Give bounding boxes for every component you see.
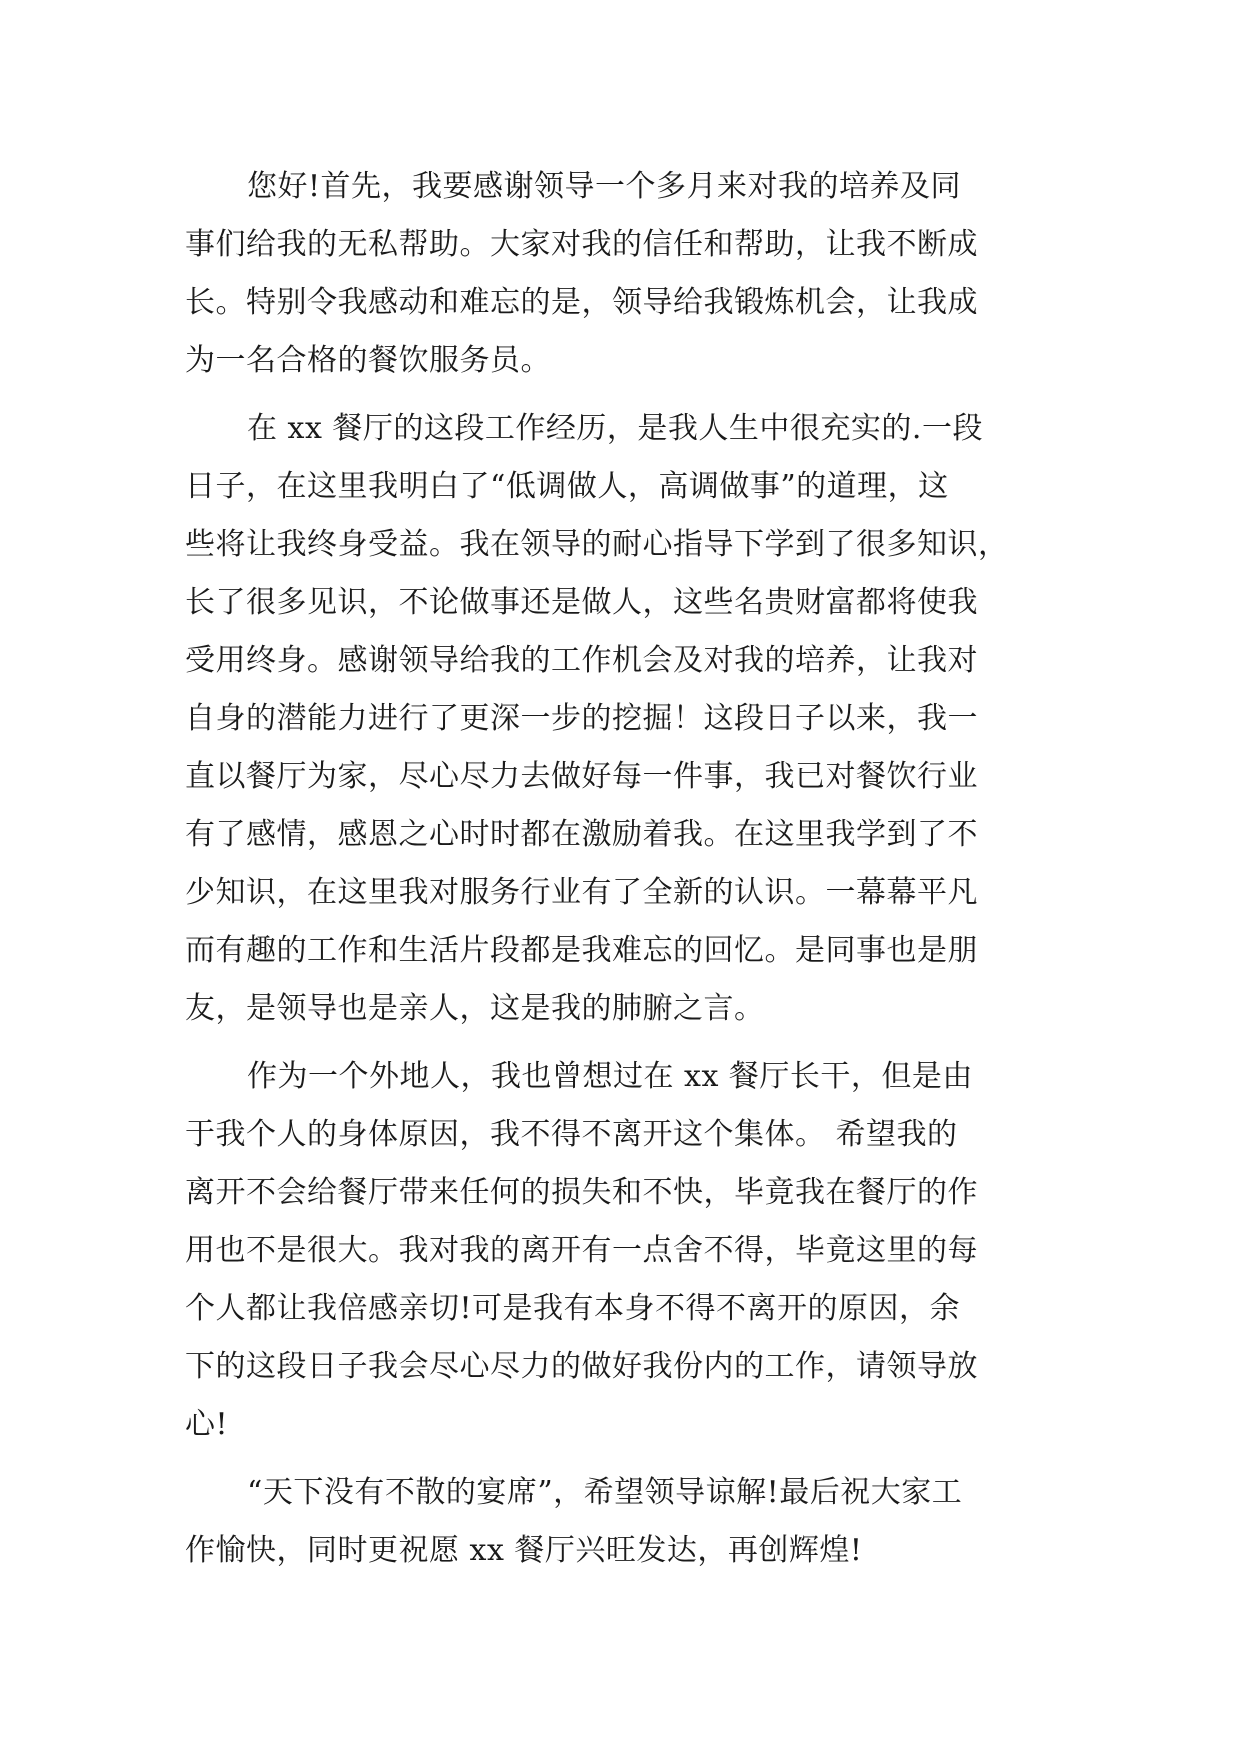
text-line: 离开不会给餐厅带来任何的损失和不快，毕竟我在餐厅的作 [185, 1175, 978, 1210]
text-line: 作愉快，同时更祝愿 xx 餐厅兴旺发达，再创辉煌! [185, 1533, 863, 1568]
text-line: 而有趣的工作和生活片段都是我难忘的回忆。是同事也是朋 [185, 933, 978, 968]
text-line: 长。特别令我感动和难忘的是，领导给我锻炼机会，让我成 [185, 285, 978, 320]
text-line: 下的这段日子我会尽心尽力的做好我份内的工作，请领导放 [185, 1349, 978, 1384]
text-line: 友，是领导也是亲人，这是我的肺腑之言。 [185, 991, 765, 1026]
text-line: 有了感情，感恩之心时时都在激励着我。在这里我学到了不 [185, 817, 978, 852]
paragraph-3 [185, 1048, 1065, 1454]
text-line: 于我个人的身体原因，我不得不离开这个集体。 希望我的 [185, 1117, 958, 1152]
text-line: 在 xx 餐厅的这段工作经历，是我人生中很充实的.一段 [247, 411, 983, 446]
paragraph-gap [185, 1454, 1065, 1464]
text-line: 心! [185, 1407, 229, 1442]
text-line: 用也不是很大。我对我的离开有一点舍不得，毕竟这里的每 [185, 1233, 978, 1268]
paragraph-4 [185, 1464, 1065, 1580]
text-line: 为一名合格的餐饮服务员。 [185, 343, 551, 378]
text-line: 作为一个外地人，我也曾想过在 xx 餐厅长干，但是由 [247, 1059, 973, 1094]
text-line: 受用终身。感谢领导给我的工作机会及对我的培养，让我对 [185, 643, 978, 678]
text-line: 少知识，在这里我对服务行业有了全新的认识。一幕幕平凡 [185, 875, 978, 910]
text-line: “天下没有不散的宴席”，希望领导谅解!最后祝大家工 [247, 1475, 963, 1510]
document-body [185, 158, 1065, 1580]
text-line: 日子，在这里我明白了“低调做人，高调做事”的道理，这 [185, 469, 949, 504]
text-line: 您好!首先，我要感谢领导一个多月来对我的培养及同 [247, 169, 962, 204]
text-line: 直以餐厅为家，尽心尽力去做好每一件事，我已对餐饮行业 [185, 759, 978, 794]
paragraph-gap [185, 1038, 1065, 1048]
paragraph-gap [185, 390, 1065, 400]
text-line: 事们给我的无私帮助。大家对我的信任和帮助，让我不断成 [185, 227, 978, 262]
paragraph-2 [185, 400, 1065, 1038]
paragraph-1 [185, 158, 1065, 390]
text-line: 长了很多见识，不论做事还是做人，这些名贵财富都将使我 [185, 585, 978, 620]
text-line: 些将让我终身受益。我在领导的耐心指导下学到了很多知识， [185, 527, 1009, 562]
text-line: 个人都让我倍感亲切!可是我有本身不得不离开的原因，余 [185, 1291, 961, 1326]
text-line: 自身的潜能力进行了更深一步的挖掘！这段日子以来，我一 [185, 701, 978, 736]
